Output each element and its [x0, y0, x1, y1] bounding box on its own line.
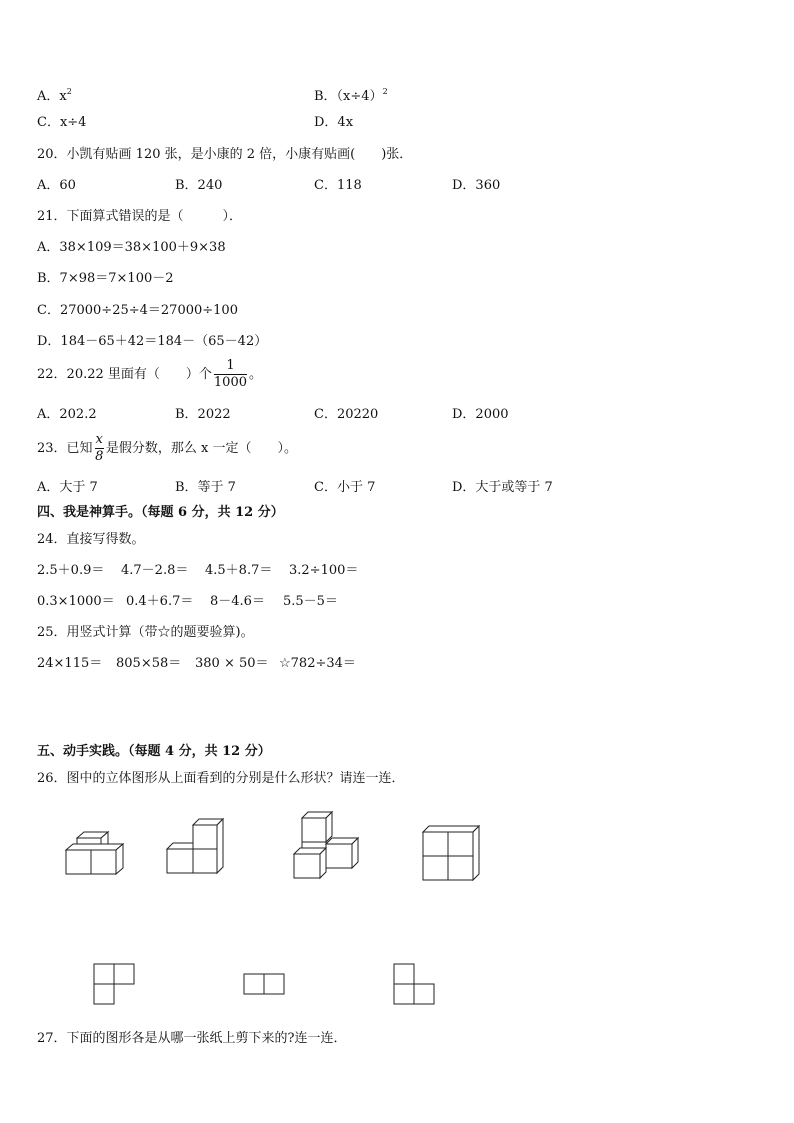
q22-fraction-denominator: 1000 — [213, 375, 247, 390]
q22-stem — [37, 358, 262, 391]
q24-item: 8－4.6＝ — [210, 594, 265, 609]
q23-option-b: B．等于 7 — [175, 480, 236, 495]
q22-option-d: D．2000 — [452, 407, 509, 422]
q24-item: 4.5＋8.7＝ — [205, 563, 273, 578]
q22-option-a: A．202.2 — [37, 407, 97, 422]
q25-item: ☆782÷34＝ — [279, 656, 356, 671]
q19-option-c: C．x÷4 — [37, 115, 87, 130]
q23-fraction — [95, 432, 104, 465]
q22-stem-start: 22．20.22 里面有（ ）个 — [37, 367, 212, 382]
q22-option-b: B．2022 — [175, 407, 231, 422]
solid-figure-1 — [60, 830, 130, 880]
q25-item: 380 × 50＝ — [195, 656, 269, 671]
q19-option-b-text: B．（x÷4） — [314, 89, 383, 104]
q23-option-c: C．小于 7 — [314, 480, 376, 495]
q21-option-d: D．184－65＋42＝184－（65－42） — [37, 334, 268, 349]
q24-item: 3.2÷100＝ — [289, 563, 359, 578]
q19-option-a — [37, 84, 72, 105]
q23-stem-start: 23．已知 — [37, 441, 93, 456]
q24-item: 4.7－2.8＝ — [121, 563, 189, 578]
q19-option-b — [314, 84, 388, 105]
q20-stem: 20．小凯有贴画 120 张，是小康的 2 倍，小康有贴画( )张． — [37, 147, 413, 162]
q24-item: 5.5－5＝ — [283, 594, 338, 609]
section5-title: 五、动手实践。（每题 4 分，共 12 分） — [37, 744, 271, 759]
solid-figure-3 — [288, 810, 368, 885]
q20-option-b: B．240 — [175, 178, 223, 193]
q23-stem-end: 是假分数，那么 x 一定（ ）。 — [105, 441, 297, 456]
q22-option-c: C．20220 — [314, 407, 379, 422]
q22-fraction-numerator: 1 — [214, 358, 247, 375]
q24-item: 2.5＋0.9＝ — [37, 563, 105, 578]
q23-option-a: A．大于 7 — [37, 480, 98, 495]
q21-stem: 21．下面算式错误的是（ ）． — [37, 209, 243, 224]
top-view-shape-3 — [393, 963, 437, 1007]
q23-fraction-denominator: 8 — [95, 449, 104, 464]
q24-item: 0.3×1000＝ — [37, 594, 115, 609]
q22-fraction — [214, 358, 247, 391]
q24-stem: 24．直接写得数。 — [37, 532, 145, 547]
q25-item: 805×58＝ — [116, 656, 182, 671]
q25-item: 24×115＝ — [37, 656, 103, 671]
q19-option-a-exponent: 2 — [66, 87, 72, 96]
q23-fraction-numerator: x — [95, 432, 103, 447]
q19-option-a-text: A．x — [37, 89, 67, 104]
q27-stem: 27．下面的图形各是从哪一张纸上剪下来的?连一连． — [37, 1031, 347, 1046]
q21-option-c: C．27000÷25÷4＝27000÷100 — [37, 303, 238, 318]
top-view-shape-2 — [243, 973, 287, 997]
section4-title: 四、我是神算手。（每题 6 分，共 12 分） — [37, 505, 284, 520]
q26-stem: 26．图中的立体图形从上面看到的分别是什么形状？请连一连． — [37, 771, 405, 786]
q20-option-a: A．60 — [37, 178, 76, 193]
q25-stem: 25．用竖式计算（带☆的题要验算)。 — [37, 625, 254, 640]
top-view-shape-1 — [93, 963, 137, 1007]
solid-figure-4 — [418, 822, 488, 887]
q22-stem-end: 。 — [249, 367, 263, 382]
q20-option-d: D．360 — [452, 178, 501, 193]
q23-option-d: D．大于或等于 7 — [452, 480, 553, 495]
q19-option-b-exponent: 2 — [382, 87, 388, 96]
q19-option-d: D．4x — [314, 115, 354, 130]
q20-option-c: C．118 — [314, 178, 362, 193]
solid-figure-2 — [162, 815, 232, 880]
q24-item: 0.4＋6.7＝ — [126, 594, 194, 609]
q21-option-b: B．7×98＝7×100－2 — [37, 271, 174, 286]
q23-stem — [37, 432, 297, 465]
q21-option-a: A．38×109＝38×100＋9×38 — [37, 240, 226, 255]
